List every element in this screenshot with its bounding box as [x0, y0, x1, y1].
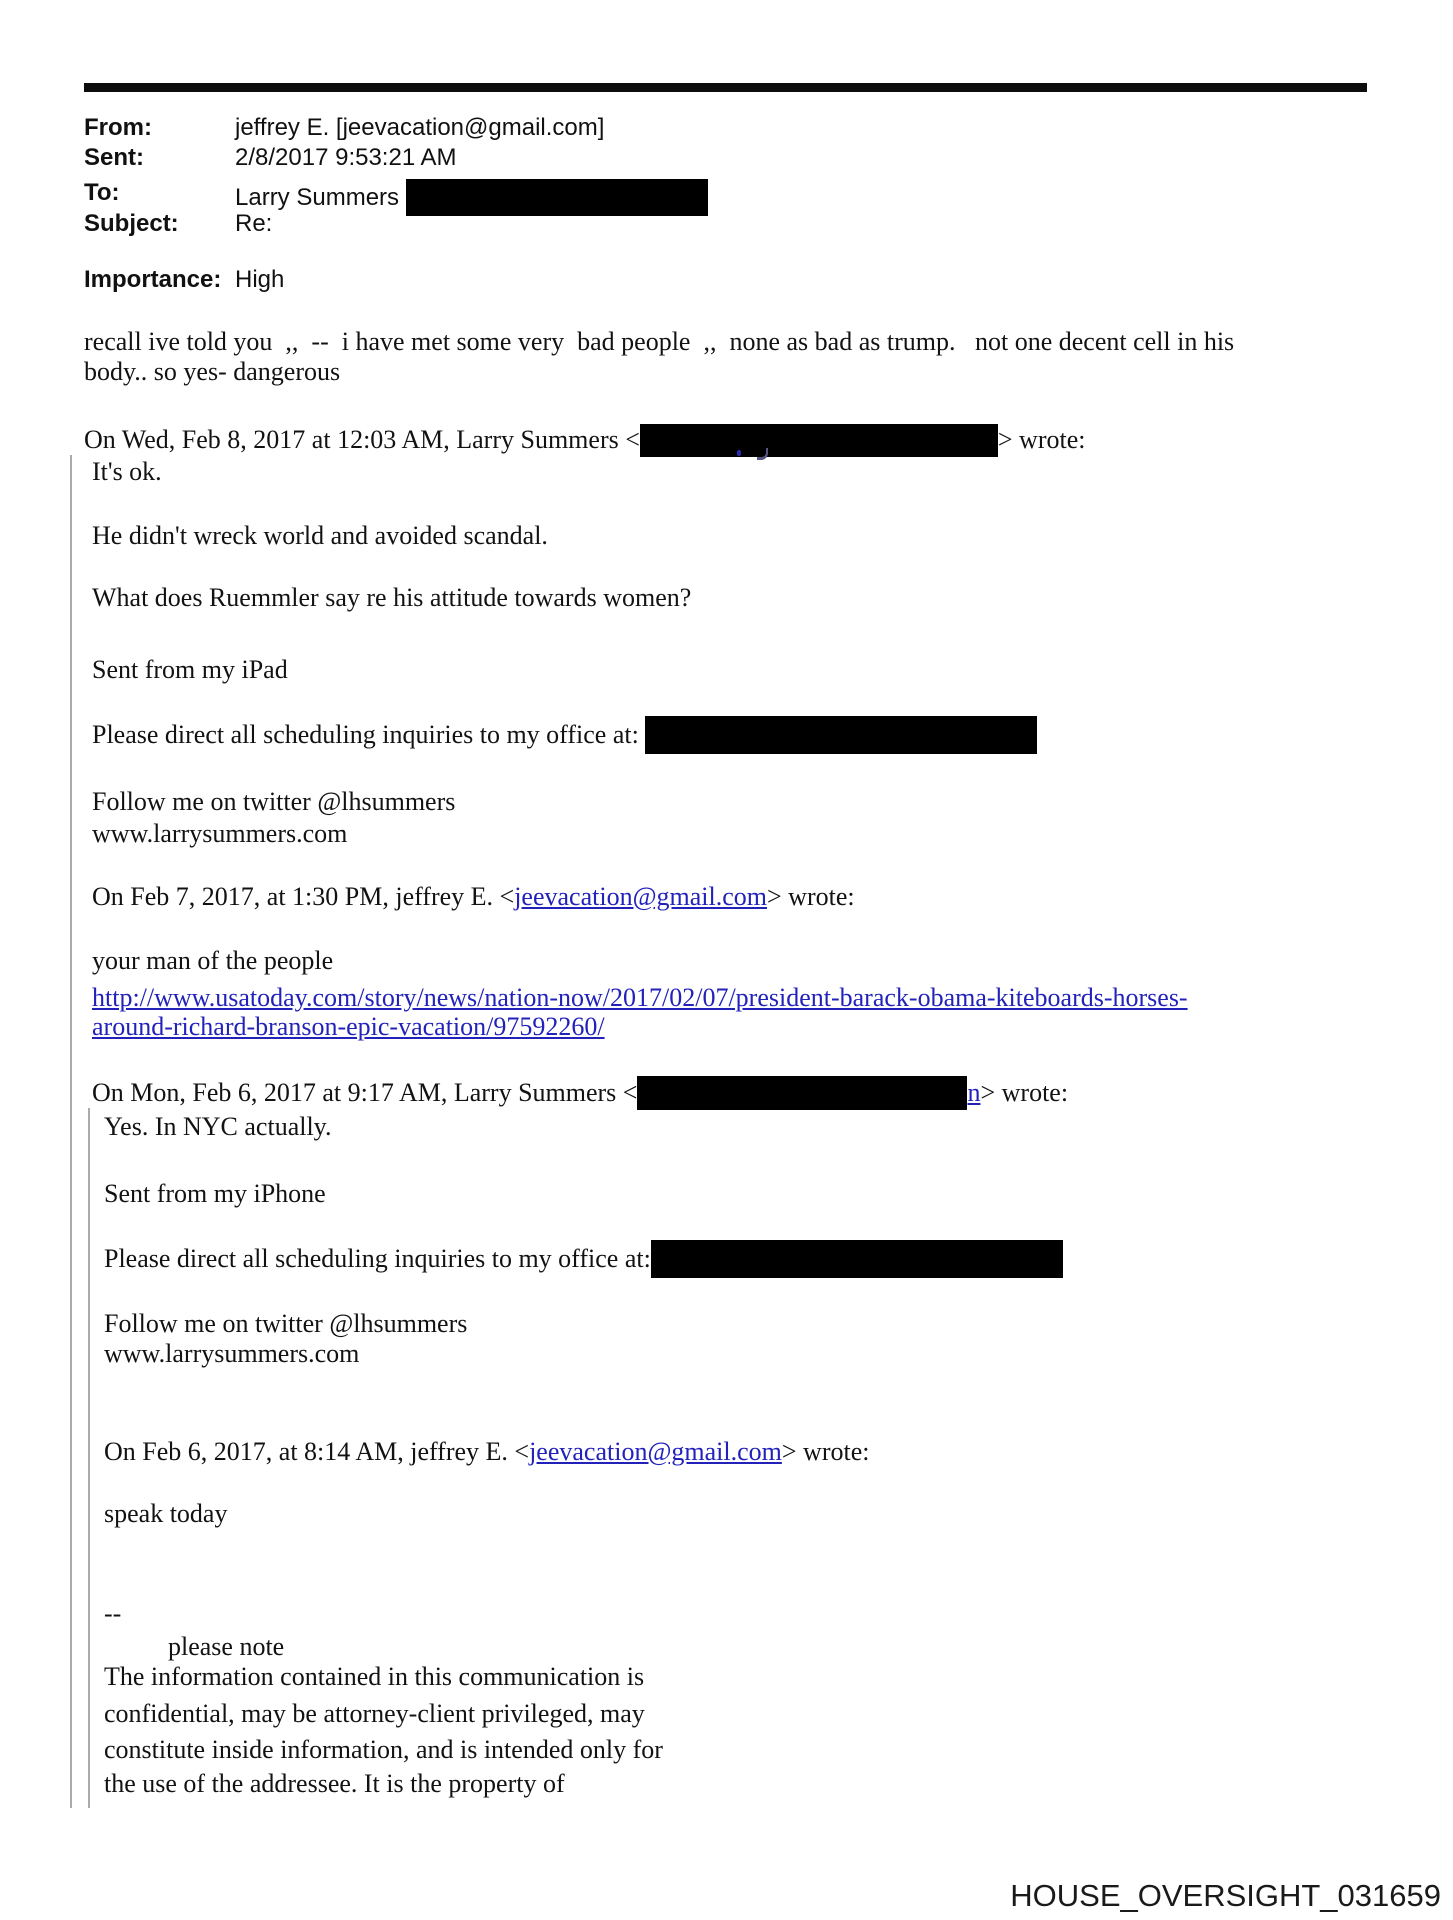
- quote1-twitter-line: Follow me on twitter @lhsummers: [92, 787, 456, 816]
- quote3-line-nyc: Yes. In NYC actually.: [104, 1112, 332, 1141]
- usatoday-link-line-2: [92, 1011, 605, 1042]
- bates-number: HOUSE_OVERSIGHT_031659: [1010, 1878, 1441, 1913]
- signature-dashes: --: [104, 1599, 122, 1628]
- attribution-feb6-jeffrey-suffix: > wrote:: [781, 1437, 870, 1466]
- attribution-feb6-jeffrey-prefix: On Feb 6, 2017, at 8:14 AM, jeffrey E. <: [104, 1437, 530, 1466]
- jeevacation-email-link-2[interactable]: jeevacation@gmail.com: [529, 1437, 782, 1466]
- usatoday-article-link-part1[interactable]: http://www.usatoday.com/story/news/nation-now/2017/02/07/president-barack-obama-kiteboards-horses-: [92, 983, 1188, 1012]
- sent-value: 2/8/2017 9:53:21 AM: [235, 144, 457, 171]
- quote1-line-wreck: He didn't wreck world and avoided scandal.: [92, 521, 548, 550]
- quote1-line-ok: It's ok.: [92, 457, 162, 486]
- from-value: jeffrey E. [jeevacation@gmail.com]: [235, 114, 605, 141]
- redaction-artifact-descender: [757, 448, 768, 460]
- quote4-line-speak-today: speak today: [104, 1499, 228, 1528]
- usatoday-link-line-1: [92, 982, 1188, 1013]
- scheduling-redaction-bar-1: [645, 716, 1037, 754]
- signature-please-note: please note: [168, 1632, 285, 1661]
- quote3-website-line: www.larrysummers.com: [104, 1339, 360, 1368]
- feb6-email-redaction-bar: [637, 1076, 967, 1110]
- importance-label: Importance:: [84, 266, 222, 293]
- disclaimer-line-3: constitute inside information, and is intended only for: [104, 1735, 663, 1764]
- quote1-sent-from-ipad: Sent from my iPad: [92, 655, 288, 684]
- disclaimer-line-4: the use of the addressee. It is the property of: [104, 1769, 565, 1798]
- feb6-email-visible-tail-link[interactable]: n: [967, 1078, 981, 1107]
- jeevacation-email-link[interactable]: jeevacation@gmail.com: [514, 882, 767, 911]
- to-value-text: Larry Summers: [235, 184, 406, 211]
- quote3-scheduling-text: Please direct all scheduling inquiries to my office at:: [104, 1244, 651, 1273]
- attribution-feb8: [84, 424, 1085, 457]
- quote-bar-level2: [88, 1108, 90, 1808]
- attribution-feb6-prefix: On Mon, Feb 6, 2017 at 9:17 AM, Larry Summers <: [92, 1078, 638, 1107]
- quote1-line-ruemmler: What does Ruemmler say re his attitude towards women?: [92, 583, 692, 612]
- quote2-line-your-man: your man of the people: [92, 946, 334, 975]
- disclaimer-line-1: The information contained in this communication is: [104, 1662, 645, 1691]
- importance-value: High: [235, 266, 285, 293]
- subject-label: Subject:: [84, 210, 179, 237]
- disclaimer-line-2: confidential, may be attorney-client privileged, may: [104, 1699, 645, 1728]
- to-redaction-bar: [406, 179, 708, 216]
- attribution-feb6-jeffrey: [104, 1436, 869, 1467]
- quote3-sent-from-iphone: Sent from my iPhone: [104, 1179, 326, 1208]
- quote-bar-level1: [70, 455, 72, 1808]
- attribution-feb7-suffix: > wrote:: [767, 882, 855, 911]
- message-body-line-2: body.. so yes- dangerous: [84, 357, 341, 386]
- quote3-twitter-line: Follow me on twitter @lhsummers: [104, 1309, 468, 1338]
- attribution-feb7-prefix: On Feb 7, 2017, at 1:30 PM, jeffrey E. <: [92, 882, 515, 911]
- scheduling-redaction-bar-2: [651, 1240, 1063, 1278]
- usatoday-article-link-part2[interactable]: around-richard-branson-epic-vacation/97592260/: [92, 1012, 605, 1041]
- from-label: From:: [84, 114, 152, 141]
- quote1-website-line: www.larrysummers.com: [92, 819, 348, 848]
- attribution-feb6-suffix: > wrote:: [980, 1078, 1069, 1107]
- attribution-feb8-prefix: On Wed, Feb 8, 2017 at 12:03 AM, Larry Summers <: [84, 425, 640, 454]
- feb8-email-redaction-bar: [640, 424, 998, 457]
- subject-value: Re:: [235, 210, 273, 237]
- quote1-scheduling-line: [92, 716, 1037, 754]
- quote1-scheduling-text: Please direct all scheduling inquiries to my office at:: [92, 720, 646, 749]
- message-body-line-1: recall ive told you ,, -- i have met some very bad people ,, none as bad as trump. not one decent cell in his: [84, 327, 1235, 356]
- attribution-feb8-suffix: > wrote:: [997, 425, 1086, 454]
- attribution-feb6-summers: [92, 1076, 1068, 1110]
- quote3-scheduling-line: [104, 1240, 1063, 1278]
- to-value: [235, 179, 708, 216]
- sent-label: Sent:: [84, 144, 144, 171]
- header-divider-rule: [84, 83, 1367, 92]
- to-label: To:: [84, 179, 120, 206]
- redaction-artifact-dot: [737, 450, 741, 456]
- attribution-feb7: [92, 881, 855, 912]
